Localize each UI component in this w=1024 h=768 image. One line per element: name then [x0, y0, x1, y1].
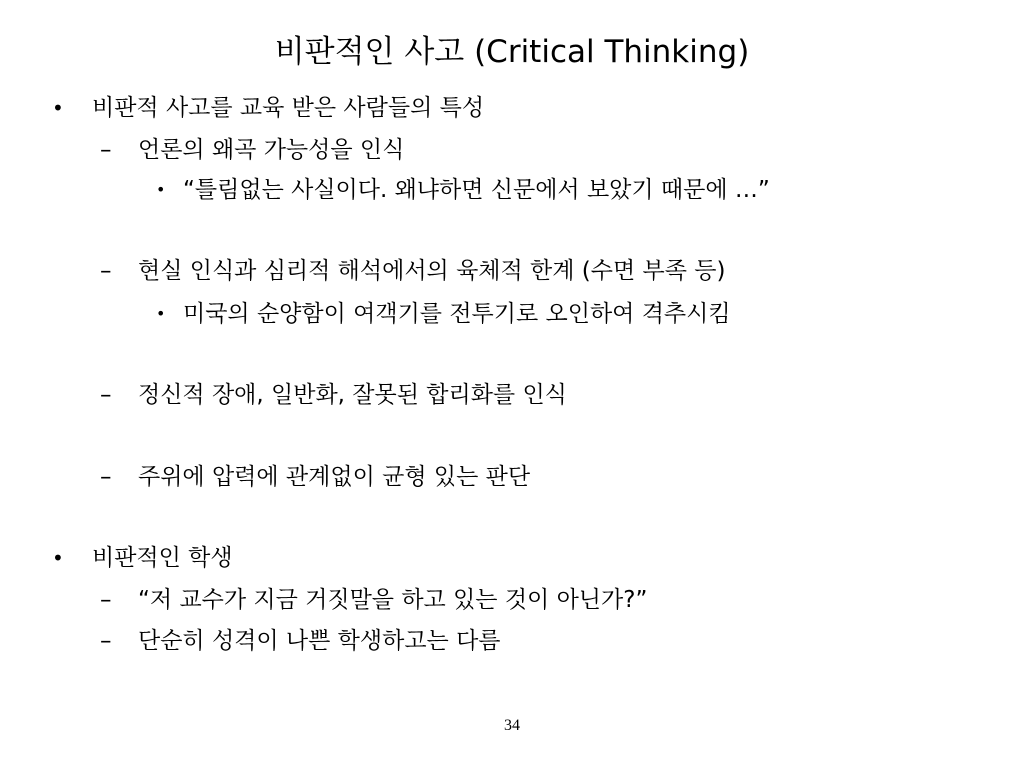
sub-sub-item-text: 미국의 순양함이 여객기를 전투기로 오인하여 격추시킴 — [183, 301, 731, 327]
dash-marker: – — [100, 628, 112, 654]
bullet-text: 비판적인 학생 — [92, 545, 233, 571]
sub-item-text: 현실 인식과 심리적 해석에서의 육체적 한계 (수면 부족 등) — [138, 258, 726, 284]
bullet-text: 비판적 사고를 교육 받은 사람들의 특성 — [92, 95, 485, 121]
dash-marker: – — [100, 258, 112, 284]
sub-item-text: 주위에 압력에 관계없이 균형 있는 판단 — [138, 464, 531, 490]
sub-item-balanced-judgment — [100, 462, 531, 492]
sub-item-text: 언론의 왜곡 가능성을 인식 — [138, 137, 405, 163]
sub-item-media-distortion — [100, 135, 405, 165]
sub-sub-item-newspaper-quote — [156, 175, 770, 205]
dash-marker: – — [100, 464, 112, 490]
sub-item-not-just-rude — [100, 626, 501, 656]
slide-title: 비판적인 사고 (Critical Thinking) — [274, 34, 750, 70]
bullet-item-critical-student — [52, 543, 233, 573]
sub-sub-item-text: “틀림없는 사실이다. 왜냐하면 신문에서 보았기 때문에 …” — [183, 177, 770, 203]
page-number: 34 — [504, 717, 520, 734]
sub-item-text: 정신적 장애, 일반화, 잘못된 합리화를 인식 — [138, 382, 567, 408]
sub-item-text: “저 교수가 지금 거짓말을 하고 있는 것이 아닌가?” — [138, 587, 648, 613]
dash-marker: – — [100, 587, 112, 613]
dash-marker: – — [100, 137, 112, 163]
bullet-marker: • — [156, 180, 166, 199]
bullet-item-critical-thinker-traits — [52, 93, 485, 123]
sub-item-professor-quote — [100, 585, 648, 615]
sub-item-mental-obstacles — [100, 380, 567, 410]
bullet-marker: • — [52, 96, 64, 120]
bullet-marker: • — [156, 304, 166, 323]
sub-item-physical-limits — [100, 256, 726, 286]
bullet-marker: • — [52, 546, 64, 570]
sub-sub-item-cruiser-incident — [156, 299, 731, 329]
sub-item-text: 단순히 성격이 나쁜 학생하고는 다름 — [138, 628, 501, 654]
dash-marker: – — [100, 382, 112, 408]
